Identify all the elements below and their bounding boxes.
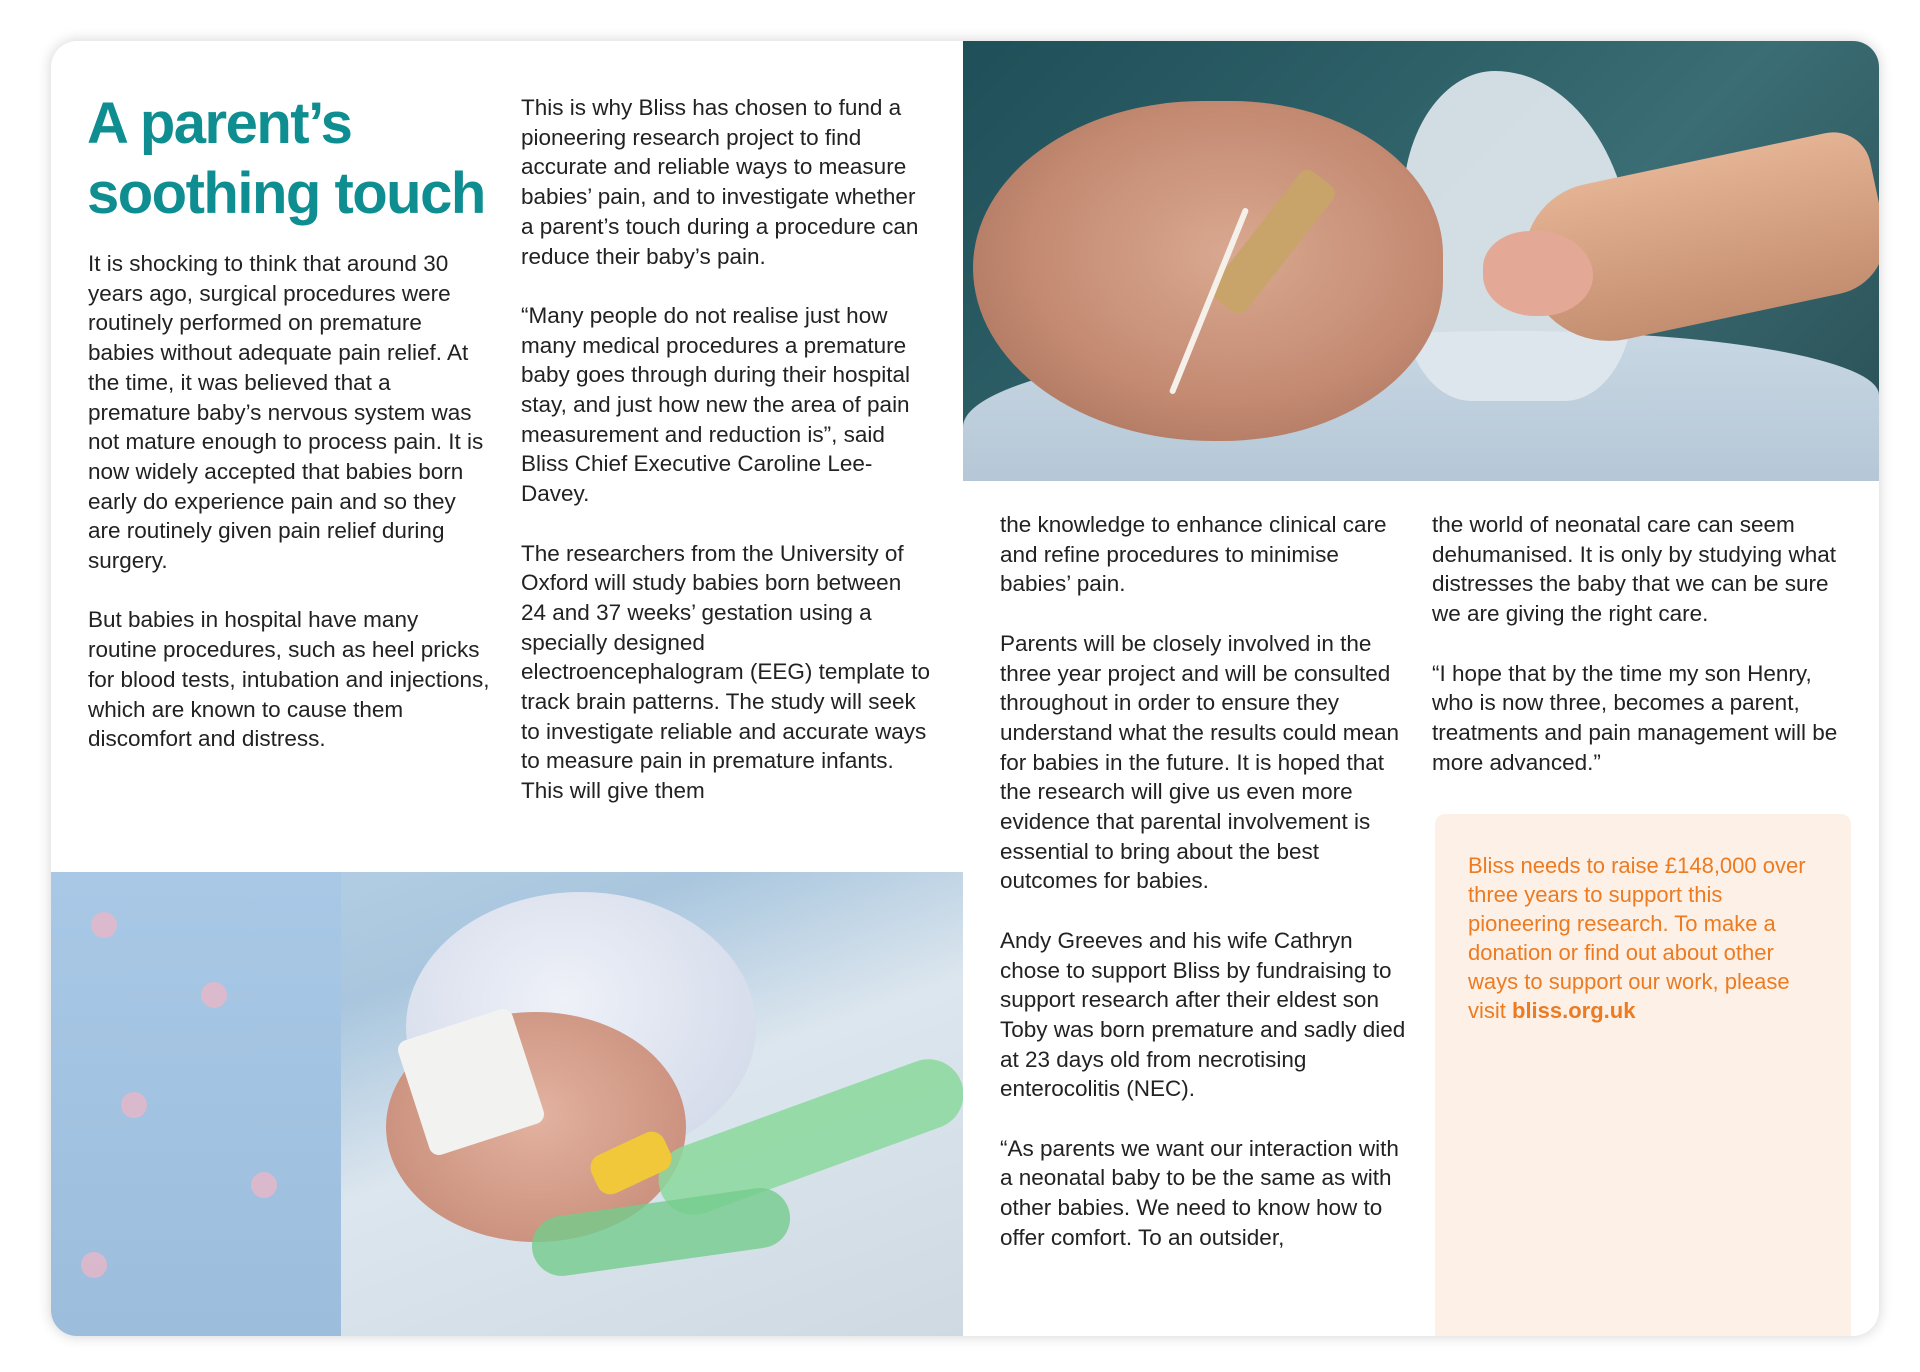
photo-baby-in-incubator	[51, 872, 963, 1336]
paragraph: This is why Bliss has chosen to fund a pioneering research project to find accurate and reliable ways to measure babies’ pain, and to investigate whether a parent’s touch during a procedure can reduce their baby’s pain.	[521, 95, 919, 269]
paragraph: It is shocking to think that around 30 years ago, surgical procedures were routinely performed on premature babies without adequate pain relief. At the time, it was believed that a premature baby’s nervous system was not mature enough to process pain. It is now widely accepted that babies born early do experience pain and so they are routinely given pain relief during surgery.	[88, 251, 484, 574]
donation-text	[1468, 851, 1828, 1025]
article-title: A parent’s soothing touch	[87, 91, 485, 226]
photo-baby-holding-parent-finger	[963, 41, 1879, 481]
paragraph: “As parents we want our interaction with a neonatal baby to be the same as with other babies. We need to know how to offer comfort. To an outsider,	[1000, 1135, 1399, 1250]
text-column-3	[1000, 510, 1415, 1253]
blanket-pattern-dot	[251, 1172, 277, 1198]
paragraph: The researchers from the University of Oxford will study babies born between 24 and 37 weeks’ gestation using a specially designed electroencephalogram (EEG) template to track brain patterns. The study will seek to investigate reliable and accurate ways to measure pain in premature infants. This will give them	[521, 540, 930, 804]
text-column-2	[521, 93, 931, 806]
photo-baby-head	[973, 101, 1443, 441]
paragraph: “I hope that by the time my son Henry, who is now three, becomes a parent, treatments and pain management will be more advanced.”	[1432, 660, 1838, 775]
blanket-pattern-dot	[91, 912, 117, 938]
paragraph: Andy Greeves and his wife Cathryn chose to support Bliss by fundraising to support research after their eldest son Toby was born premature and sadly died at 23 days old from necrotising enterocolitis (NEC).	[1000, 927, 1406, 1102]
magazine-page	[51, 41, 1879, 1336]
blanket-pattern-dot	[201, 982, 227, 1008]
blanket-pattern-dot	[121, 1092, 147, 1118]
text-column-1	[88, 249, 493, 754]
donation-message: Bliss needs to raise £148,000 over three years to support this pioneering research. To make a donation or find out about other ways to support our work, please visit	[1468, 853, 1806, 1023]
paragraph: “Many people do not realise just how many medical procedures a premature baby goes through during their hospital stay, and just how new the area of pain measurement and reduction is”, said Bliss Chief Executive Caroline Lee-Davey.	[521, 302, 911, 507]
paragraph: But babies in hospital have many routine procedures, such as heel pricks for blood tests, intubation and injections, which are known to cause them discomfort and distress.	[88, 607, 490, 752]
text-column-4	[1432, 510, 1842, 777]
donation-callout	[1435, 814, 1851, 1336]
bliss-website-link[interactable]: bliss.org.uk	[1512, 998, 1636, 1023]
paragraph: the knowledge to enhance clinical care and refine procedures to minimise babies’ pain.	[1000, 512, 1387, 597]
photo-baby-hand	[1483, 231, 1593, 316]
paragraph: Parents will be closely involved in the three year project and will be consulted throughout in order to ensure they understand what the results could mean for babies in the future. It is hoped that the research will give us even more evidence that parental involvement is essential to bring about the best outcomes for babies.	[1000, 630, 1399, 894]
paragraph: the world of neonatal care can seem dehumanised. It is only by studying what distresses the baby that we can be sure we are giving the right care.	[1432, 512, 1836, 627]
blanket-pattern-dot	[81, 1252, 107, 1278]
